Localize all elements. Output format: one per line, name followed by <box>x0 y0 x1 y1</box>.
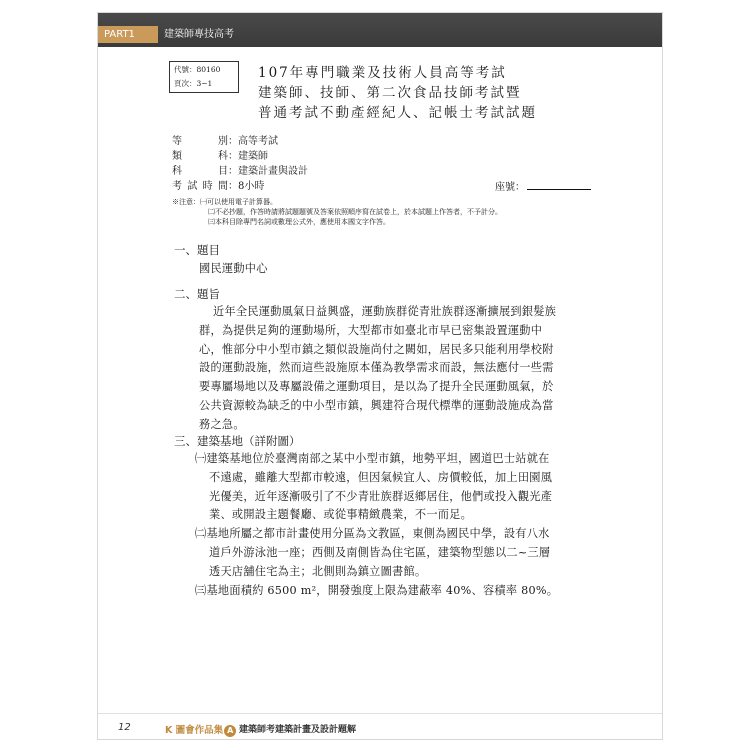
brand-text: K 圖會作品集 <box>165 725 224 736</box>
body-line: 心，惟部分中小型市鎮之類似設施尚付之闕如，居民多只能利用學校附 <box>199 342 554 356</box>
footer-brand <box>165 722 236 737</box>
exam-info-label: 科目 <box>172 166 228 177</box>
exam-title-line: 普通考試不動產經紀人、記帳士考試試題 <box>258 105 537 121</box>
body-line: 公共資源較為缺乏的中小型市鎮，興建符合現代標準的運動設施成為當 <box>199 398 554 412</box>
exam-info-label: 類科 <box>172 151 228 162</box>
body-line: 透天店舖住宅為主；北側則為鎮立圖書館。 <box>209 564 427 578</box>
exam-code: 代號：80160 <box>174 65 221 74</box>
section-body <box>199 303 556 435</box>
page-footer <box>98 713 662 740</box>
seat-label: 座號： <box>495 182 525 193</box>
part-label: PART1 <box>98 26 158 43</box>
note-line: ㈡不必抄題，作答時請將試題題號及答案依照順序寫在試卷上，於本試題上作答者，不予計分。 <box>208 208 502 216</box>
body-line: 國民運動中心 <box>199 262 268 275</box>
body-line: 不遠處，雖離大型都市較遠，但因氣候宜人、房價較低，加上田園風 <box>209 470 553 484</box>
note-line: ㈢本科目除專門名詞或數理公式外，應使用本國文字作答。 <box>208 218 390 226</box>
exam-info-row <box>172 149 308 164</box>
body-line: 設的運動設施，然而這些設施原本僅為教學需求而設，無法應付一些需 <box>199 361 554 375</box>
exam-info-value: ：建築師 <box>228 151 268 162</box>
footer-book-title: 建築師考建築計畫及設計題解 <box>239 725 357 735</box>
exam-info-label: 等別 <box>172 136 228 147</box>
running-header-title: 建築師專技高考 <box>164 29 234 40</box>
body-line: 業、或開設主題餐廳、或從事精緻農業，不一而足。 <box>209 508 473 522</box>
section-heading: 二、題旨 <box>174 287 220 301</box>
exam-title-line: 107年專門職業及技術人員高等考試 <box>258 65 507 81</box>
page-number: 12 <box>118 722 131 733</box>
body-line: 務之急。 <box>199 417 245 431</box>
exam-info-value: ：高等考試 <box>228 136 278 147</box>
book-page <box>97 12 663 740</box>
seat-blank-line <box>527 179 591 190</box>
body-line: 道戶外游泳池一座；西側及南側皆為住宅區，建築物型態以二~三層 <box>209 545 551 559</box>
body-line: 群，為提供足夠的運動場所，大型都市如臺北市早已密集設置運動中 <box>199 323 543 337</box>
section-body <box>195 450 558 600</box>
exam-info-row <box>172 164 308 179</box>
exam-info-row <box>172 134 308 149</box>
header-band <box>98 13 662 47</box>
exam-info-row <box>172 179 308 194</box>
body-line: 近年全民運動風氣日益興盛，運動族群從青壯族群逐漸擴展到銀髮族 <box>213 305 557 318</box>
body-line: 要專屬場地以及專屬設備之運動項目，是以為了提升全民運動風氣，於 <box>199 380 554 394</box>
body-line: ㈠建築基地位於臺灣南部之某中小型市鎮，地勢平坦，國道巴士站就在 <box>195 452 550 465</box>
note-line: ※注意：㈠可以使用電子計算器。 <box>172 198 277 206</box>
body-line: ㈢基地面積約 6500 m²，開發強度上限為建蔽率 40%、容積率 80%。 <box>195 583 559 597</box>
body-line: 光優美，近年逐漸吸引了不少青壯族群返鄉居住，他們或投入觀光產 <box>209 489 553 503</box>
seat-number-field <box>495 179 591 195</box>
exam-title <box>258 63 648 123</box>
exam-title-line: 建築師、技師、第二次食品技師考試暨 <box>258 85 522 101</box>
section-heading: 一、題目 <box>174 243 220 257</box>
exam-info-value: ：建築計畫與設計 <box>228 166 308 177</box>
section-heading: 三、建築基地（詳附圖） <box>174 434 301 448</box>
exam-code-box <box>169 61 239 93</box>
body-line: ㈡基地所屬之都市計畫使用分區為文教區，東側為國民中學，設有八水 <box>195 527 550 541</box>
exam-info-label: 考試時間 <box>172 181 228 192</box>
exam-info-value: ：8小時 <box>228 181 265 192</box>
brand-badge-icon: A <box>224 725 236 737</box>
section-body <box>199 260 268 279</box>
exam-pages: 頁次：3−1 <box>174 79 213 88</box>
exam-info <box>172 134 308 194</box>
exam-notes <box>172 197 502 227</box>
